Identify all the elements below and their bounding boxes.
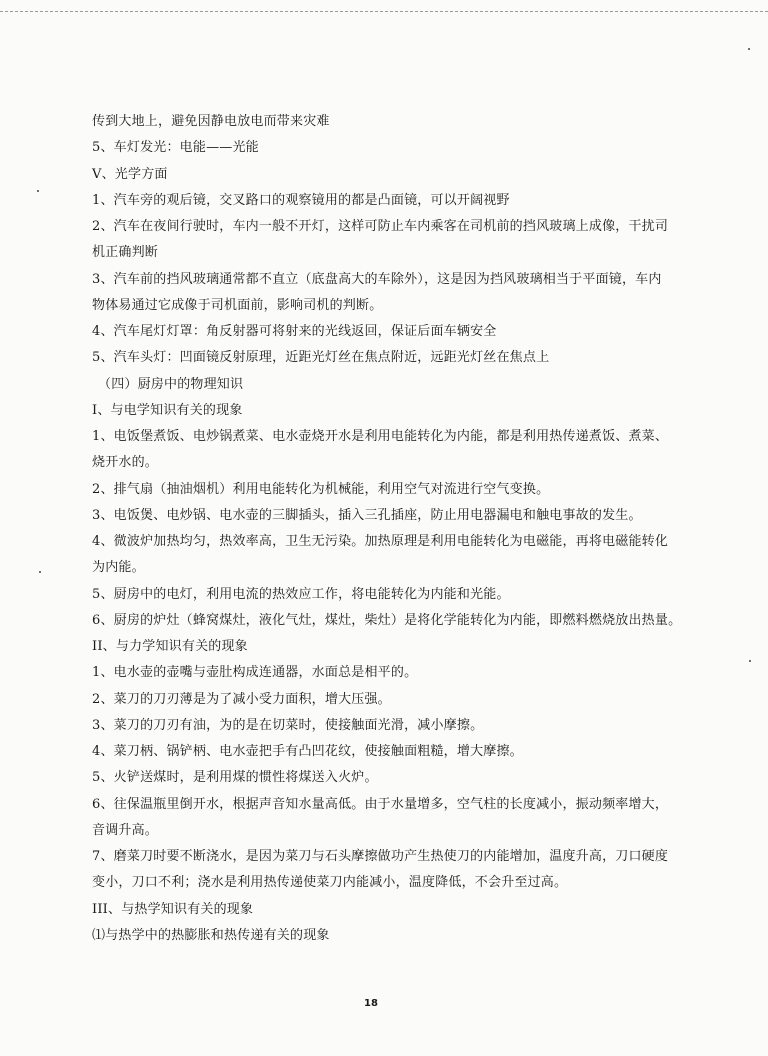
section-heading: （四）厨房中的物理知识 — [98, 376, 244, 392]
text-line: 为内能。 — [92, 560, 145, 576]
scan-speck — [748, 48, 750, 50]
text-line: 6、往保温瓶里倒开水，根据声音知水量高低。由于水量增多，空气柱的长度减小，振动频率增大， — [92, 796, 669, 812]
scan-speck — [39, 571, 41, 573]
text-line: 1、电饭堡煮饭、电炒锅煮菜、电水壶烧开水是利用电能转化为内能，都是利用热传递煮饭、煮菜、 — [92, 429, 669, 444]
text-line: 5、火铲送煤时，是利用煤的惯性将煤送入火炉。 — [92, 770, 378, 786]
text-line: 1、电水壶的壶嘴与壶肚构成连通器，水面总是相平的。 — [92, 665, 418, 681]
text-line: 变小，刀口不利；浇水是利用热传递使菜刀内能减小，温度降低，不会升至过高。 — [92, 875, 568, 891]
text-line: 7、磨菜刀时要不断浇水，是因为菜刀与石头摩擦做功产生热使刀的内能增加，温度升高，刀口硬度 — [92, 849, 669, 864]
text-line: 3、电饭煲、电炒锅、电水壶的三脚插头，插入三孔插座，防止用电器漏电和触电事故的发生。 — [92, 507, 642, 523]
document-body — [92, 112, 682, 952]
section-heading: I、与电学知识有关的现象 — [92, 402, 243, 418]
text-line: 4、汽车尾灯灯罩：角反射器可将射来的光线返回，保证后面车辆安全 — [92, 324, 497, 339]
page-number: 18 — [364, 998, 378, 1009]
text-line: 物体易通过它成像于司机面前，影响司机的判断。 — [92, 297, 383, 313]
text-line: 烧开水的。 — [92, 455, 159, 471]
text-line: 3、菜刀的刀刃有油，为的是在切菜时，使接触面光滑，减小摩擦。 — [92, 717, 484, 733]
text-line: 3、汽车前的挡风玻璃通常都不直立（底盘高大的车除外），这是因为挡风玻璃相当于平面镜，车内 — [92, 271, 662, 287]
text-line: ⑴与热学中的热膨胀和热传递有关的现象 — [92, 927, 330, 943]
text-line: 2、排气扇（抽油烟机）利用电能转化为机械能，利用空气对流进行空气变换。 — [92, 481, 550, 497]
text-line: 机正确判断 — [92, 245, 159, 261]
text-line: 5、车灯发光：电能——光能 — [92, 140, 259, 156]
scan-speck — [749, 660, 751, 662]
section-heading: III、与热学知识有关的现象 — [92, 901, 254, 917]
text-line: 音调升高。 — [92, 822, 159, 838]
text-line: 4、微波炉加热均匀，热效率高，卫生无污染。加热原理是利用电能转化为电磁能，再将电磁能转化 — [92, 534, 669, 549]
text-line: 1、汽车旁的观后镜，交叉路口的观察镜用的都是凸面镜，可以开阔视野 — [92, 192, 510, 208]
text-line: 2、汽车在夜间行驶时，车内一般不开灯，这样可防止车内乘客在司机前的挡风玻璃上成像，干扰司 — [92, 219, 669, 234]
text-line: 4、菜刀柄、锅铲柄、电水壶把手有凸凹花纹，使接触面粗糙，增大摩擦。 — [92, 744, 523, 759]
top-dashed-rule — [0, 11, 768, 12]
text-line: 2、菜刀的刀刃薄是为了减小受力面积，增大压强。 — [92, 691, 391, 707]
section-heading: V、光学方面 — [92, 166, 168, 182]
text-line: 5、汽车头灯：凹面镜反射原理，近距光灯丝在焦点附近，远距光灯丝在焦点上 — [92, 350, 550, 366]
section-heading: II、与力学知识有关的现象 — [92, 639, 248, 654]
text-line: 6、厨房的炉灶（蜂窝煤灶，液化气灶，煤灶，柴灶）是将化学能转化为内能，即燃料燃烧放出热量。 — [92, 612, 682, 628]
text-line: 5、厨房中的电灯，利用电流的热效应工作，将电能转化为内能和光能。 — [92, 586, 510, 602]
scan-speck — [37, 190, 39, 192]
text-line: 传到大地上，避免因静电放电而带来灾难 — [92, 114, 330, 129]
